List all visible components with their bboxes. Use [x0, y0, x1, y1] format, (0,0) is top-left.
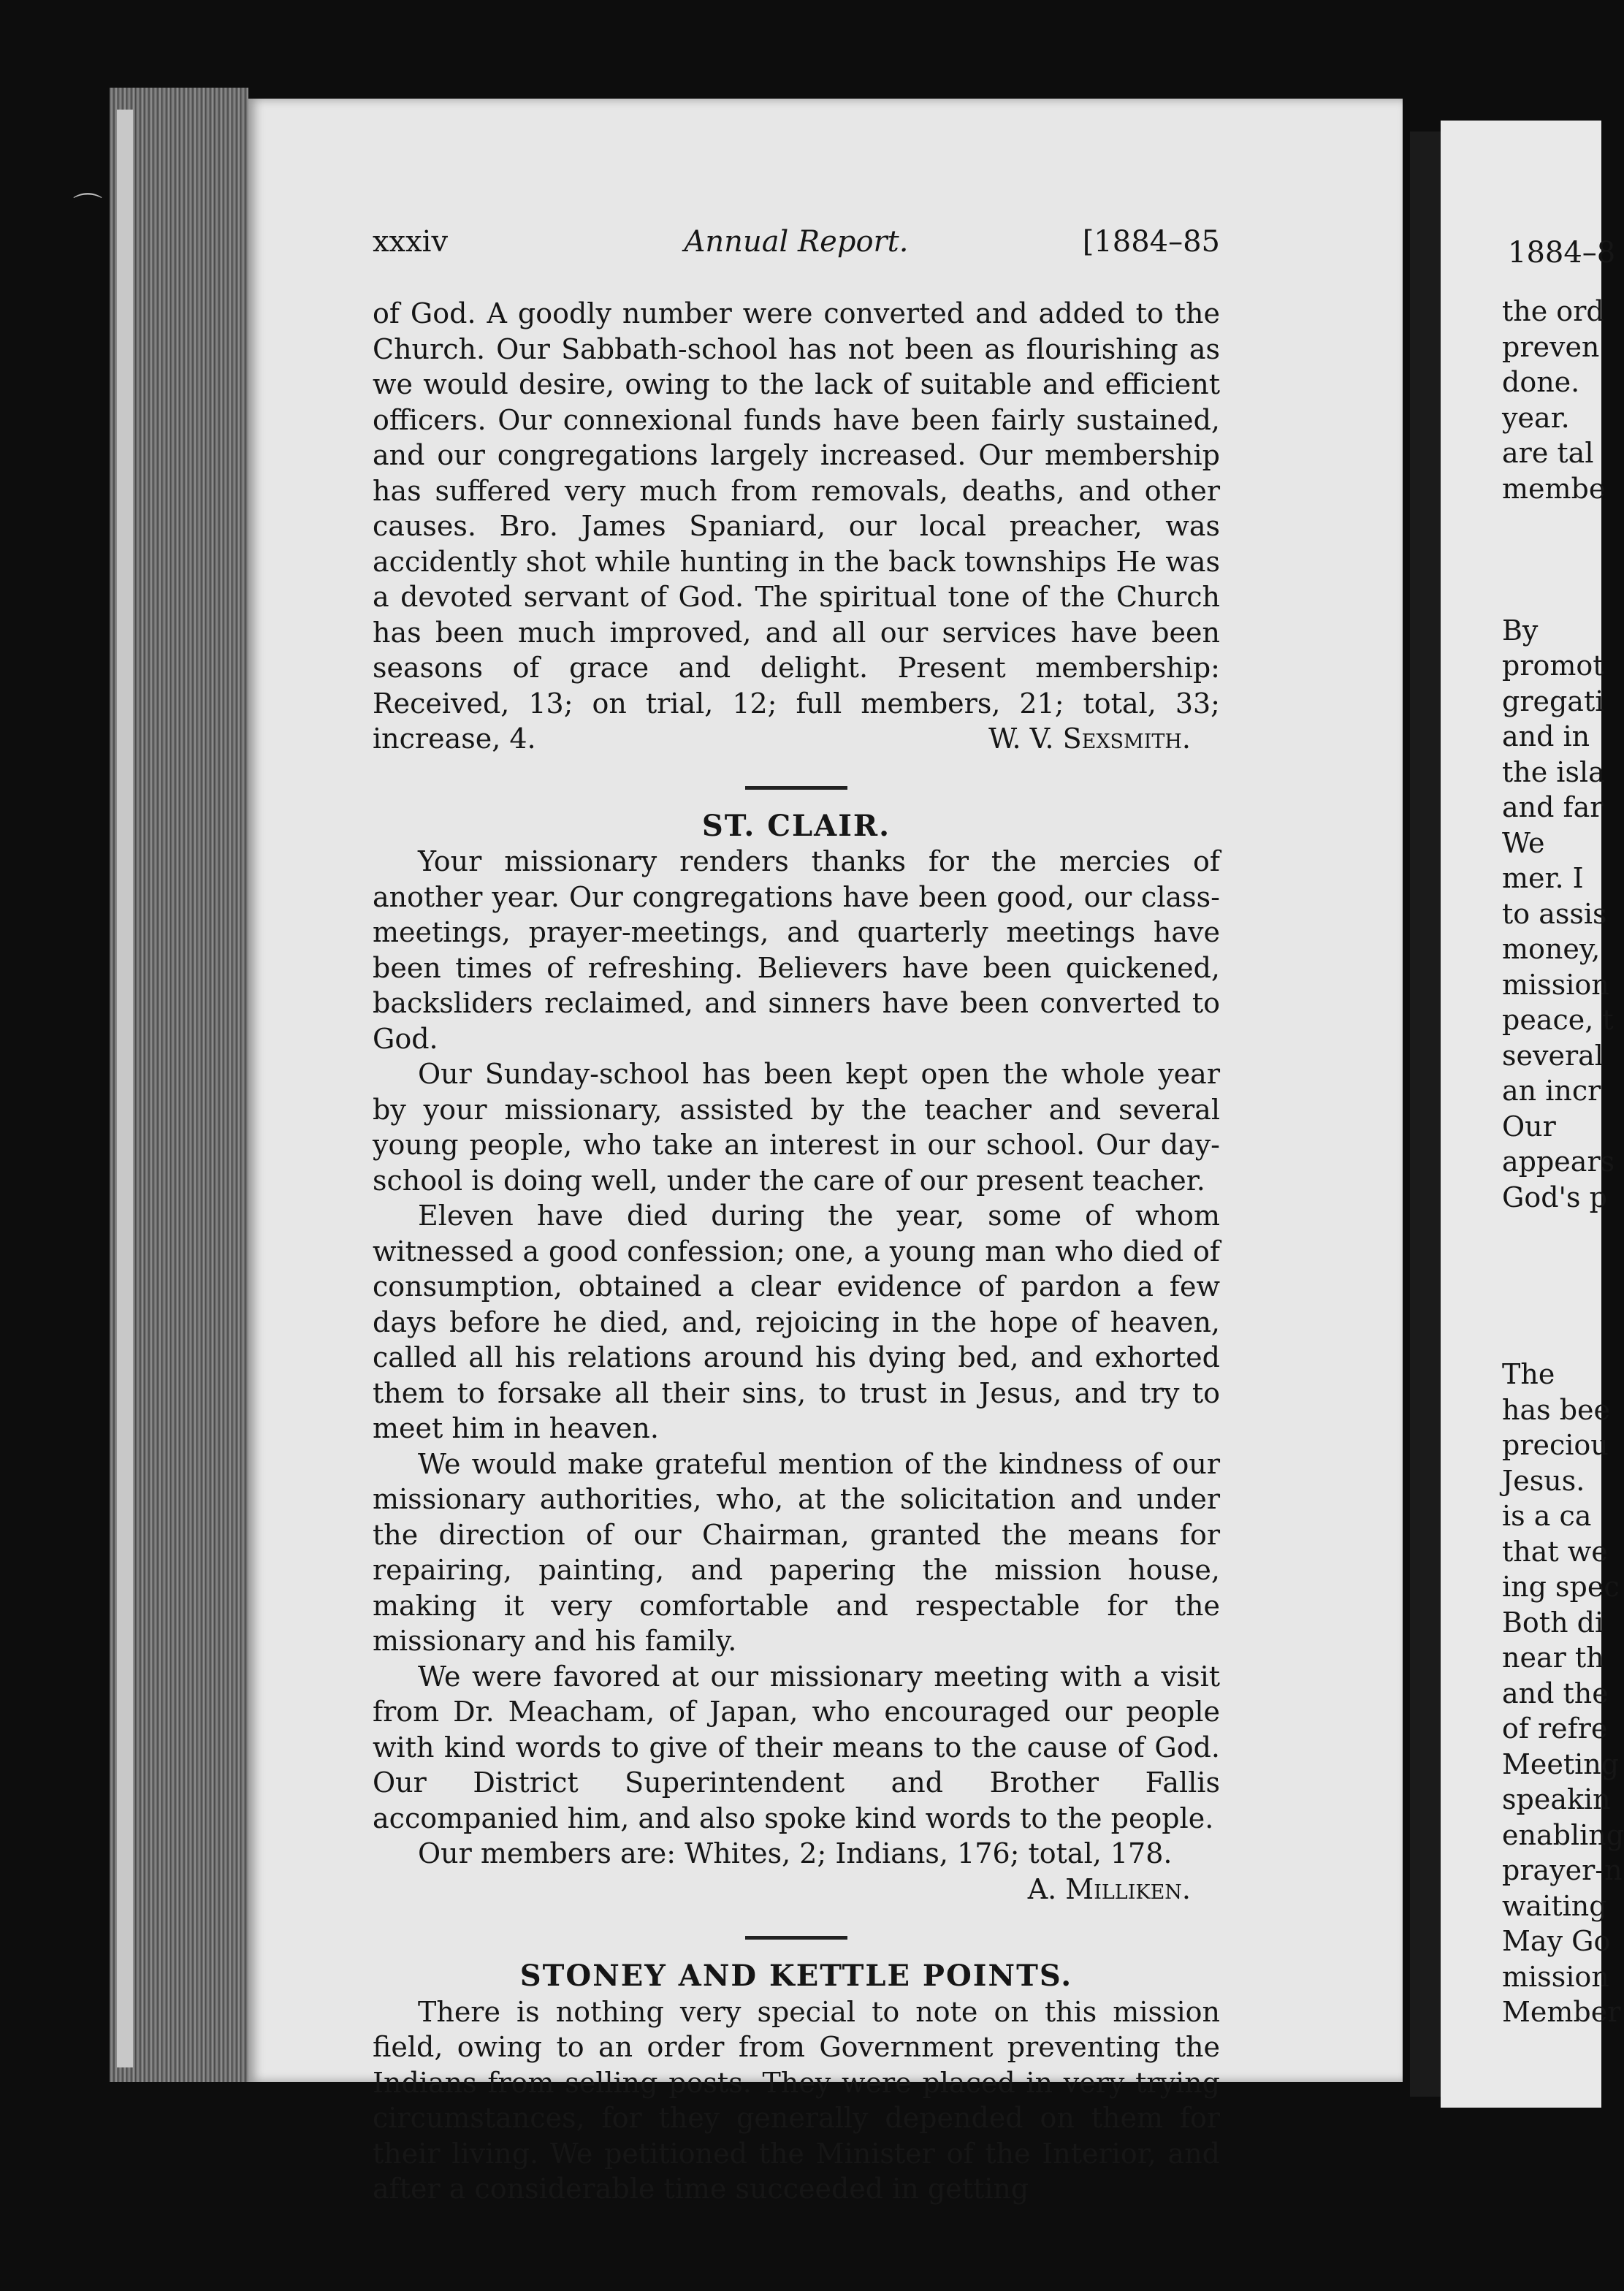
facing-line: The [1502, 1358, 1555, 1390]
section-divider [745, 786, 847, 790]
paragraph: We would make grateful mention of the kindness of our missionary authorities, who, at the solicitation and under the direction of our Chairman, granted the means for repairing, painting, and papering the mission house, making it very comfortable and respectable for the missionary and his family. [373, 1447, 1220, 1657]
facing-line: ing spec [1502, 1571, 1620, 1603]
facing-line: the isla [1502, 755, 1605, 788]
facing-line: God's p [1502, 1181, 1607, 1213]
facing-line: done. [1502, 366, 1580, 398]
paragraph: Our Sunday-school has been kept open the whole year by your missionary, assisted by the teacher and several young people, who take an interest in our school. Our day-school is doing well, under the care of our present teacher. [373, 1058, 1220, 1197]
section-divider [745, 1936, 847, 1940]
facing-page [1441, 121, 1624, 2108]
margin-mark: ⌒ [73, 191, 102, 225]
continuation-paragraph: of God. A goodly number were converted and added to the Church. Our Sabbath-school has not been as flourishing as we would desire, owing to the lack of suitable and efficient officers. Our connexional funds have been fairly sustained, and our congregations largely increased. Our membership has suffered very much from removals, deaths, and other causes. Bro. James Spaniard, our local preacher, was accidently shot while hunting in the back townships He was a devoted servant of God. The spiritual tone of the Church has been much improved, and all our services have been seasons of grace and delight. Present membership: Received, 13; on trial, 12; full members, 21; total, 33; increase, 4. [373, 297, 1220, 755]
facing-line: By [1502, 614, 1539, 647]
facing-line: and the [1502, 1677, 1609, 1709]
facing-line: Our [1502, 1110, 1556, 1143]
running-year: [1884–85 [1082, 225, 1220, 259]
facing-line: the ord [1502, 295, 1604, 327]
facing-line: membe [1502, 472, 1606, 505]
signature: W. V. Sexsmith. [988, 723, 1191, 755]
book-page [248, 99, 1403, 2205]
paragraph: Eleven have died during the year, some of whom witnessed a good confession; one, a young man who died of consumption, obtained a clear evidence of pardon a few days before he died, and, rejoicing in the hope of heaven, called all his relations around his dying bed, and exhorted them to forsake all their sins, to trust in Jesus, and try to meet him in heaven. [373, 1200, 1220, 1444]
facing-line [1502, 542, 1624, 578]
facing-line: of refre [1502, 1712, 1608, 1745]
page-body [373, 296, 1220, 2207]
facing-line: an incr [1502, 1075, 1601, 1107]
page-stack-edge [117, 110, 133, 2067]
paragraph: We were favored at our missionary meeting with a visit from Dr. Meacham, of Japan, who encouraged our people with kind words to give of their means to the cause of God. Our District Superintendent and Brother Fallis accompanied him, and also spoke kind words to the people. [373, 1660, 1220, 1834]
facing-line: and in [1502, 720, 1590, 752]
page-number: xxxiv [373, 225, 449, 259]
facing-line [1502, 1286, 1624, 1322]
facing-line: several [1502, 1039, 1604, 1072]
facing-running-head: 1884–8 [1508, 236, 1616, 270]
facing-line: Jesus. [1502, 1464, 1585, 1497]
facing-line: prayer-n [1502, 1854, 1623, 1886]
paragraph: There is nothing very special to note on this mission field, owing to an order from Government preventing the Indians from selling posts. They were placed in very trying circumstances, for they generally depended on them for their living. We petitioned the Minister of the Interior, and after a considerable time succeeded in getting [373, 1995, 1220, 2205]
facing-line: waiting [1502, 1889, 1607, 1922]
facing-line: enabling [1502, 1818, 1624, 1851]
page-gutter [1410, 131, 1441, 2097]
facing-line: May Go [1502, 1925, 1611, 1957]
facing-line: We [1502, 826, 1545, 859]
facing-line: mer. I [1502, 862, 1584, 894]
facing-line: peace, t [1502, 1004, 1614, 1036]
facing-line [1502, 1322, 1624, 1357]
facing-line: gregati [1502, 685, 1604, 717]
running-title: Annual Report. [684, 225, 909, 259]
running-head [373, 225, 1220, 269]
facing-line: mission [1502, 968, 1609, 1001]
facing-line: preven [1502, 330, 1600, 363]
paragraph: Your missionary renders thanks for the mercies of another year. Our congregations have been good, our class-meetings, prayer-meetings, and quarterly meetings have been times of refreshing. Believers have been quickened, backsliders reclaimed, and sinners have been converted to God. [373, 845, 1220, 1055]
facing-line: promot [1502, 649, 1604, 682]
facing-line: near th [1502, 1642, 1604, 1674]
facing-line: Both di [1502, 1606, 1604, 1639]
facing-line: mission [1502, 1960, 1609, 1993]
facing-line: money, [1502, 933, 1601, 965]
facing-line: speakin [1502, 1783, 1611, 1815]
signature: A. Milliken. [1027, 1872, 1191, 1905]
facing-line: year. [1502, 401, 1570, 434]
section-heading: ST. CLAIR. [701, 808, 891, 843]
facing-line: are tal [1502, 437, 1594, 469]
facing-line [1502, 577, 1624, 613]
facing-line: Member [1502, 1996, 1621, 2028]
facing-line: that we [1502, 1535, 1608, 1568]
facing-page-text [1502, 294, 1624, 2030]
facing-line: and far [1502, 791, 1604, 823]
facing-line: Meeting [1502, 1747, 1620, 1780]
facing-line: is a ca [1502, 1500, 1592, 1532]
section-heading: STONEY AND KETTLE POINTS. [519, 1959, 1073, 1993]
facing-line [1502, 506, 1624, 542]
facing-line: appears [1502, 1146, 1615, 1178]
facing-line: to assis [1502, 897, 1607, 930]
facing-line [1502, 1215, 1624, 1251]
facing-line: has bee [1502, 1393, 1611, 1426]
facing-line [1502, 1251, 1624, 1286]
paragraph: Our members are: Whites, 2; Indians, 176; total, 178. [418, 1837, 1173, 1869]
facing-line: preciou [1502, 1429, 1609, 1461]
